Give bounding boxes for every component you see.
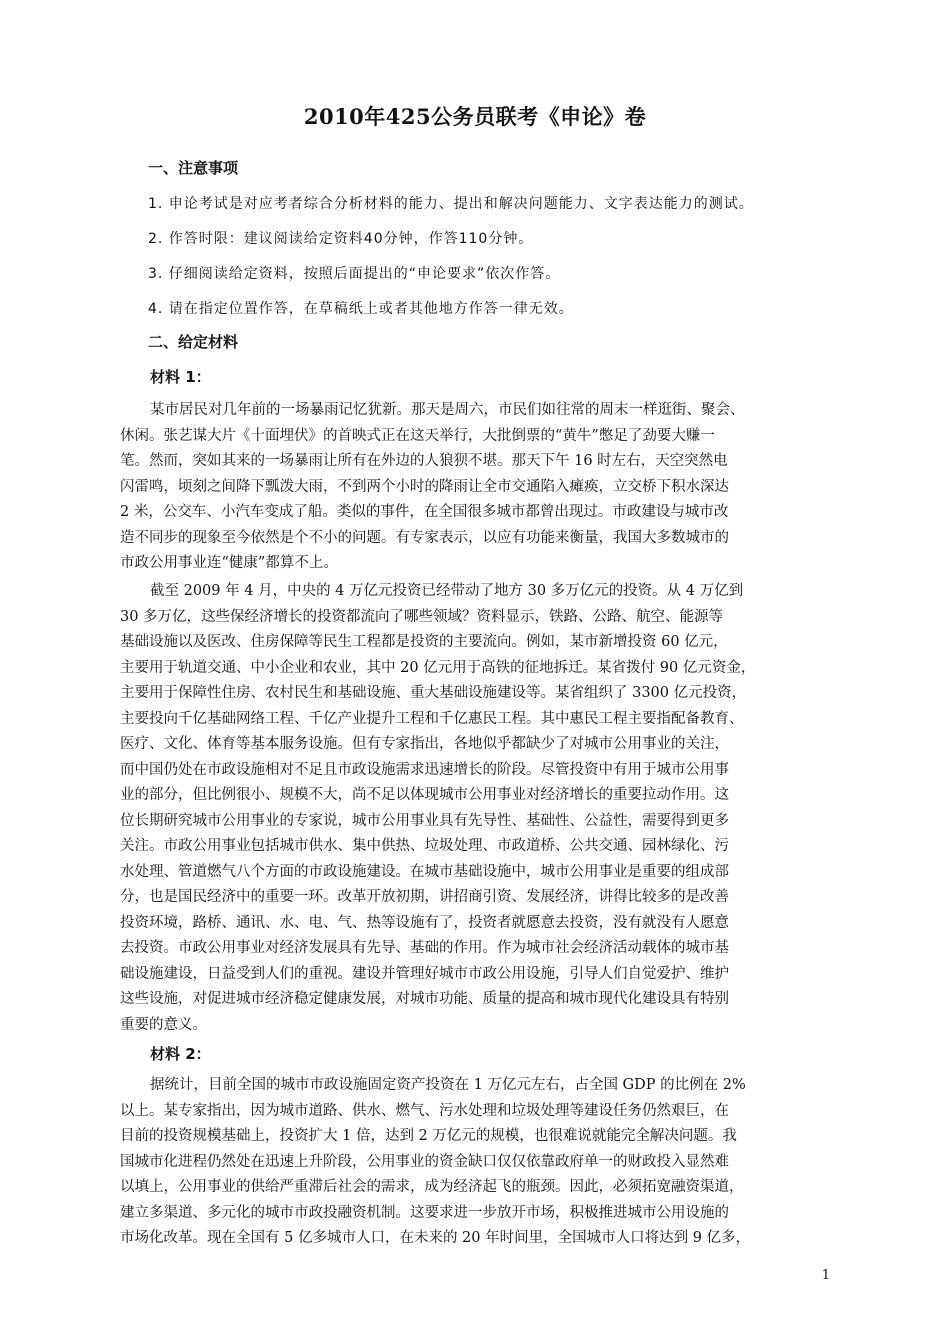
paragraph-line: 闪雷鸣，顷刻之间降下瓢泼大雨，不到两个小时的降雨让全市交通陷入瘫痪，立交桥下积水深达 (120, 478, 729, 495)
paragraph-line: 基础设施以及医改、住房保障等民生工程都是投资的主要流向。例如，某市新增投资 60 亿元， (120, 634, 728, 650)
paragraph-line: 去投资。市政公用事业对经济发展具有先导、基础的作用。作为城市社会经济活动载体的城市基 (120, 940, 729, 956)
paragraph-line: 础设施建设，日益受到人们的重视。建设并管理好城市市政公用设施，引导人们自觉爱护、维护 (120, 965, 729, 982)
paragraph-line: 主要用于轨道交通、中小企业和农业，其中 20 亿元用于高铁的征地拆迁。某省拨付 90 亿元资金， (120, 659, 756, 676)
page-number: 1 (821, 1268, 830, 1283)
document-title: 2010年425公务员联考《申论》卷 (303, 104, 647, 129)
paragraph-line: 据统计，目前全国的城市市政设施固定资产投资在 1 万亿元左右，占全国 GDP 的比例在 2% (150, 1077, 746, 1093)
paragraph-line: 30 多万亿，这些保经济增长的投资都流向了哪些领域？资料显示，铁路、公路、航空、能源等 (120, 608, 724, 625)
section-heading-materials: 二、给定材料 (148, 333, 239, 351)
material-2-paragraph-1 (120, 1073, 832, 1252)
material-1-label: 材料 1： (150, 368, 211, 386)
paragraph-line: 关注。市政公用事业包括城市供水、集中供热、垃圾处理、市政道桥、公共交通、园林绿化、污 (120, 838, 729, 854)
paragraph-line: 建立多渠道、多元化的城市市政投融资机制。这要求进一步放开市场，积极推进城市公用设施的 (120, 1204, 729, 1221)
paragraph-line: 医疗、文化、体育等基本服务设施。但有专家指出，各地似乎都缺少了对城市公用事业的关注， (120, 736, 729, 752)
paragraph-line: 以上。某专家指出，因为城市道路、供水、燃气、污水处理和垃圾处理等建设任务仍然艰巨，在 (120, 1102, 729, 1119)
paragraph-line: 这些设施，对促进城市经济稳定健康发展，对城市功能、质量的提高和城市现代化建设具有特别 (120, 991, 729, 1007)
paragraph-line: 笔。然而，突如其来的一场暴雨让所有在外边的人狼狈不堪。那天下午 16 时左右，天空突然电 (120, 453, 728, 469)
paragraph-line: 分，也是国民经济中的重要一环。改革开放初期，讲招商引资、发展经济，讲得比较多的是改善 (120, 889, 729, 905)
paragraph-line: 投资环境，路桥、通讯、水、电、气、热等设施有了，投资者就愿意去投资，没有就没有人愿意 (120, 914, 729, 931)
notice-item-2: 2. 作答时限：建议阅读给定资料40分钟，作答110分钟。 (148, 231, 534, 247)
paragraph-line: 某市居民对几年前的一场暴雨记忆犹新。那天是周六，市民们如往常的周末一样逛街、聚会、 (150, 402, 745, 418)
paragraph-line: 2 米，公交车、小汽车变成了船。类似的事件，在全国很多城市都曾出现过。市政建设与城市改 (120, 504, 729, 520)
notice-item-1: 1. 申论考试是对应考者综合分析材料的能力、提出和解决问题能力、文字表达能力的测试。 (148, 196, 754, 212)
paragraph-line: 业的部分，但比例很小、规模不大，尚不足以体现城市公用事业对经济增长的重要拉动作用。这 (120, 787, 729, 803)
paragraph-line: 水处理、管道燃气八个方面的市政设施建设。在城市基础设施中，城市公用事业是重要的组成部 (120, 863, 729, 880)
paragraph-line: 休闲。张艺谋大片《十面埋伏》的首映式正在这天举行，大批倒票的“黄牛”憋足了劲要大赚一 (120, 427, 715, 444)
paragraph-line: 截至 2009 年 4 月，中央的 4 万亿元投资已经带动了地方 30 多万亿元的投资。从 4 万亿到 (150, 583, 744, 599)
paragraph-line: 国城市化进程仍然处在迅速上升阶段，公用事业的资金缺口仅仅依靠政府单一的财政投入显然难 (120, 1153, 729, 1170)
paragraph-line: 主要用于保障性住房、农村民生和基础设施、重大基础设施建设等。某省组织了 3300 亿元投资， (120, 685, 747, 701)
paragraph-line: 而中国仍处在市政设施相对不足且市政设施需求迅速增长的阶段。尽管投资中有用于城市公用事 (120, 761, 729, 778)
paragraph-line: 目前的投资规模基础上，投资扩大 1 倍，达到 2 万亿元的规模，也很难说就能完全解决问题。我 (120, 1128, 737, 1144)
material-1-paragraph-2 (120, 579, 832, 1038)
paragraph-line: 市场化改革。现在全国有 5 亿多城市人口，在未来的 20 年时间里，全国城市人口将达到 9 亿多， (120, 1230, 751, 1246)
paragraph-line: 造不同步的现象至今依然是个不小的问题。有专家表示，以应有功能来衡量，我国大多数城市的 (120, 529, 729, 546)
notice-item-3: 3. 仔细阅读给定资料，按照后面提出的“申论要求”依次作答。 (148, 266, 561, 282)
section-heading-notes: 一、注意事项 (148, 159, 239, 177)
material-1-paragraph-1 (120, 398, 832, 577)
paragraph-line: 以填上，公用事业的供给严重滞后社会的需求，成为经济起飞的瓶颈。因此，必须拓宽融资渠道， (120, 1179, 744, 1195)
notice-item-4: 4. 请在指定位置作答，在草稿纸上或者其他地方作答一律无效。 (148, 301, 574, 317)
paragraph-line: 主要投向千亿基础网络工程、千亿产业提升工程和千亿惠民工程。其中惠民工程主要指配备教育、 (120, 710, 744, 727)
material-2-label: 材料 2： (150, 1045, 211, 1063)
paragraph-line: 位长期研究城市公用事业的专家说，城市公用事业具有先导性、基础性、公益性，需要得到更多 (120, 812, 729, 829)
paragraph-line: 重要的意义。 (120, 1016, 207, 1033)
paragraph-line: 市政公用事业连“健康”都算不上。 (120, 555, 338, 571)
